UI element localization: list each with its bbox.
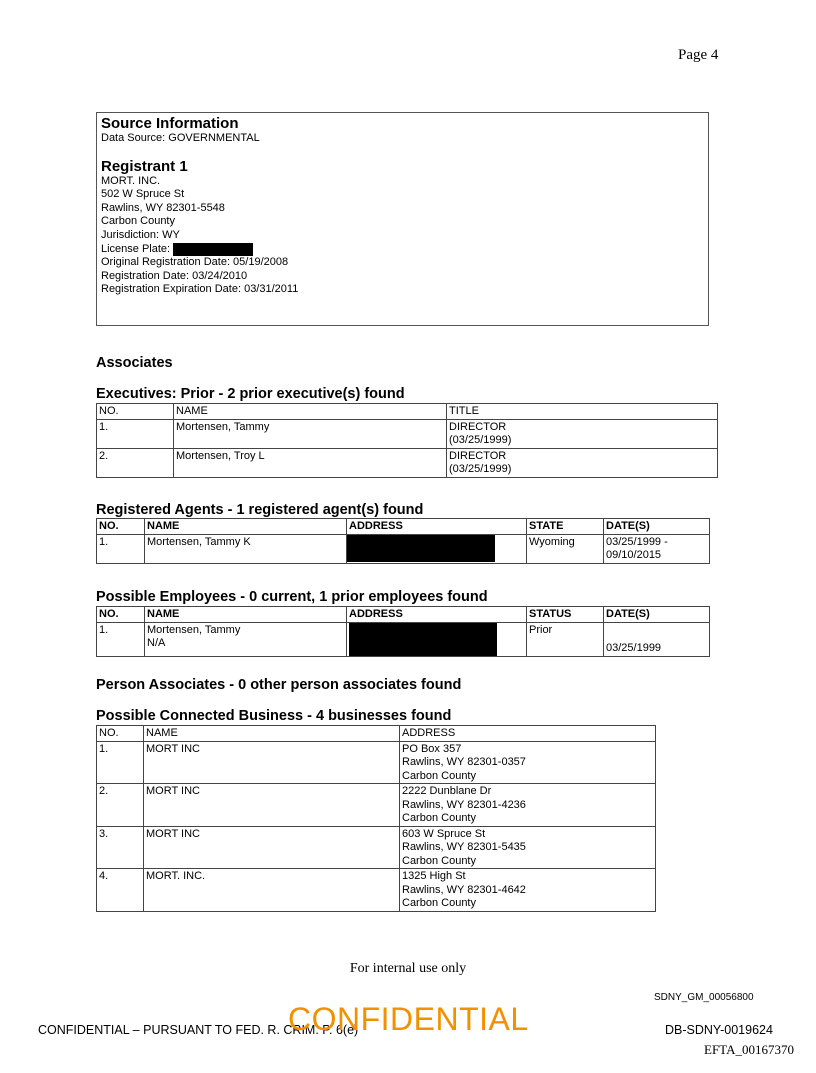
- cell-name: Mortensen, Tammy N/A: [145, 622, 347, 656]
- cell-name: Mortensen, Troy L: [174, 448, 447, 477]
- table-row: [97, 419, 718, 448]
- executives-table: [96, 403, 718, 478]
- column-header: NAME: [174, 404, 447, 420]
- connected-business-heading: Possible Connected Business - 4 businesses found: [96, 708, 452, 724]
- license-plate-label: License Plate:: [101, 242, 171, 255]
- page-number: Page 4: [678, 47, 719, 63]
- redaction-block: [173, 243, 253, 256]
- table-header-row: [97, 404, 718, 420]
- bates-number-db-sdny: DB-SDNY-0019624: [665, 1023, 773, 1037]
- column-header: ADDRESS: [347, 519, 527, 535]
- table-row: [97, 784, 656, 827]
- cell-no: 1.: [97, 534, 145, 563]
- person-associates-heading: Person Associates - 0 other person associates found: [96, 677, 462, 693]
- efta-number: EFTA_00167370: [704, 1042, 794, 1057]
- bates-number-sdny-gm: SDNY_GM_00056800: [654, 992, 754, 1003]
- registrant-title: Registrant 1: [101, 157, 188, 175]
- cell-name: MORT INC: [144, 741, 400, 784]
- column-header: ADDRESS: [347, 607, 527, 623]
- column-header: NAME: [145, 607, 347, 623]
- table-row: [97, 741, 656, 784]
- table-row: [97, 448, 718, 477]
- license-plate-row: [101, 243, 298, 257]
- table-header-row: [97, 726, 656, 742]
- column-header: DATE(S): [604, 519, 710, 535]
- cell-address: [347, 622, 527, 656]
- column-header: TITLE: [447, 404, 718, 420]
- cell-name: Mortensen, Tammy K: [145, 534, 347, 563]
- registration-date: Registration Date: 03/24/2010: [101, 269, 248, 282]
- column-header: STATUS: [527, 607, 604, 623]
- cell-no: 2.: [97, 448, 174, 477]
- source-information-box: [96, 112, 709, 326]
- internal-use-notice: For internal use only: [349, 961, 467, 976]
- table-row: [97, 534, 710, 563]
- redaction-block: [349, 623, 497, 656]
- associates-heading: Associates: [96, 355, 173, 371]
- cell-no: 2.: [97, 784, 144, 827]
- registrant-county: Carbon County: [101, 215, 175, 228]
- table-header-row: [97, 607, 710, 623]
- registrant-name: MORT. INC.: [101, 174, 161, 187]
- cell-status: Prior: [527, 622, 604, 656]
- registration-expiration-date: Registration Expiration Date: 03/31/2011: [101, 283, 299, 296]
- column-header: DATE(S): [604, 607, 710, 623]
- cell-address: 2222 Dunblane Dr Rawlins, WY 82301-4236 Carbon County: [400, 784, 656, 827]
- registered-agents-heading: Registered Agents - 1 registered agent(s) found: [96, 502, 424, 518]
- registrant-street: 502 W Spruce St: [101, 188, 185, 201]
- original-registration-date: Original Registration Date: 05/19/2008: [101, 256, 289, 269]
- table-header-row: [97, 519, 710, 535]
- registrant-city: Rawlins, WY 82301-5548: [101, 201, 225, 214]
- redaction-block: [347, 535, 495, 562]
- cell-title: DIRECTOR (03/25/1999): [447, 419, 718, 448]
- connected-business-table: [96, 725, 656, 912]
- data-source: Data Source: GOVERNMENTAL: [101, 132, 260, 144]
- possible-employees-table: [96, 606, 710, 657]
- cell-no: 1.: [97, 419, 174, 448]
- cell-no: 4.: [97, 869, 144, 912]
- registrant-jurisdiction: Jurisdiction: WY: [101, 228, 180, 241]
- column-header: NAME: [144, 726, 400, 742]
- cell-address: PO Box 357 Rawlins, WY 82301-0357 Carbon County: [400, 741, 656, 784]
- executives-heading: Executives: Prior - 2 prior executive(s) found: [96, 386, 405, 402]
- table-row: [97, 826, 656, 869]
- column-header: NAME: [145, 519, 347, 535]
- column-header: NO.: [97, 519, 145, 535]
- column-header: STATE: [527, 519, 604, 535]
- cell-name: Mortensen, Tammy: [174, 419, 447, 448]
- cell-dates: 03/25/1999: [604, 622, 710, 656]
- possible-employees-heading: Possible Employees - 0 current, 1 prior employees found: [96, 589, 488, 605]
- cell-address: 603 W Spruce St Rawlins, WY 82301-5435 Carbon County: [400, 826, 656, 869]
- cell-address: 1325 High St Rawlins, WY 82301-4642 Carbon County: [400, 869, 656, 912]
- table-row: [97, 869, 656, 912]
- cell-address: [347, 534, 527, 563]
- table-row: [97, 622, 710, 656]
- column-header: NO.: [97, 607, 145, 623]
- column-header: NO.: [97, 726, 144, 742]
- column-header: NO.: [97, 404, 174, 420]
- confidential-grand-jury-notice: CONFIDENTIAL – PURSUANT TO FED. R. CRIM. P. 6(e): [38, 1023, 359, 1037]
- cell-name: MORT INC: [144, 784, 400, 827]
- cell-no: 3.: [97, 826, 144, 869]
- cell-name: MORT INC: [144, 826, 400, 869]
- cell-state: Wyoming: [527, 534, 604, 563]
- cell-dates: 03/25/1999 - 09/10/2015: [604, 534, 710, 563]
- cell-no: 1.: [97, 622, 145, 656]
- registered-agents-table: [96, 518, 710, 564]
- cell-no: 1.: [97, 741, 144, 784]
- source-information-title: Source Information: [101, 115, 239, 132]
- cell-title: DIRECTOR (03/25/1999): [447, 448, 718, 477]
- confidential-stamp: CONFIDENTIAL: [288, 1001, 529, 1037]
- cell-name: MORT. INC.: [144, 869, 400, 912]
- column-header: ADDRESS: [400, 726, 656, 742]
